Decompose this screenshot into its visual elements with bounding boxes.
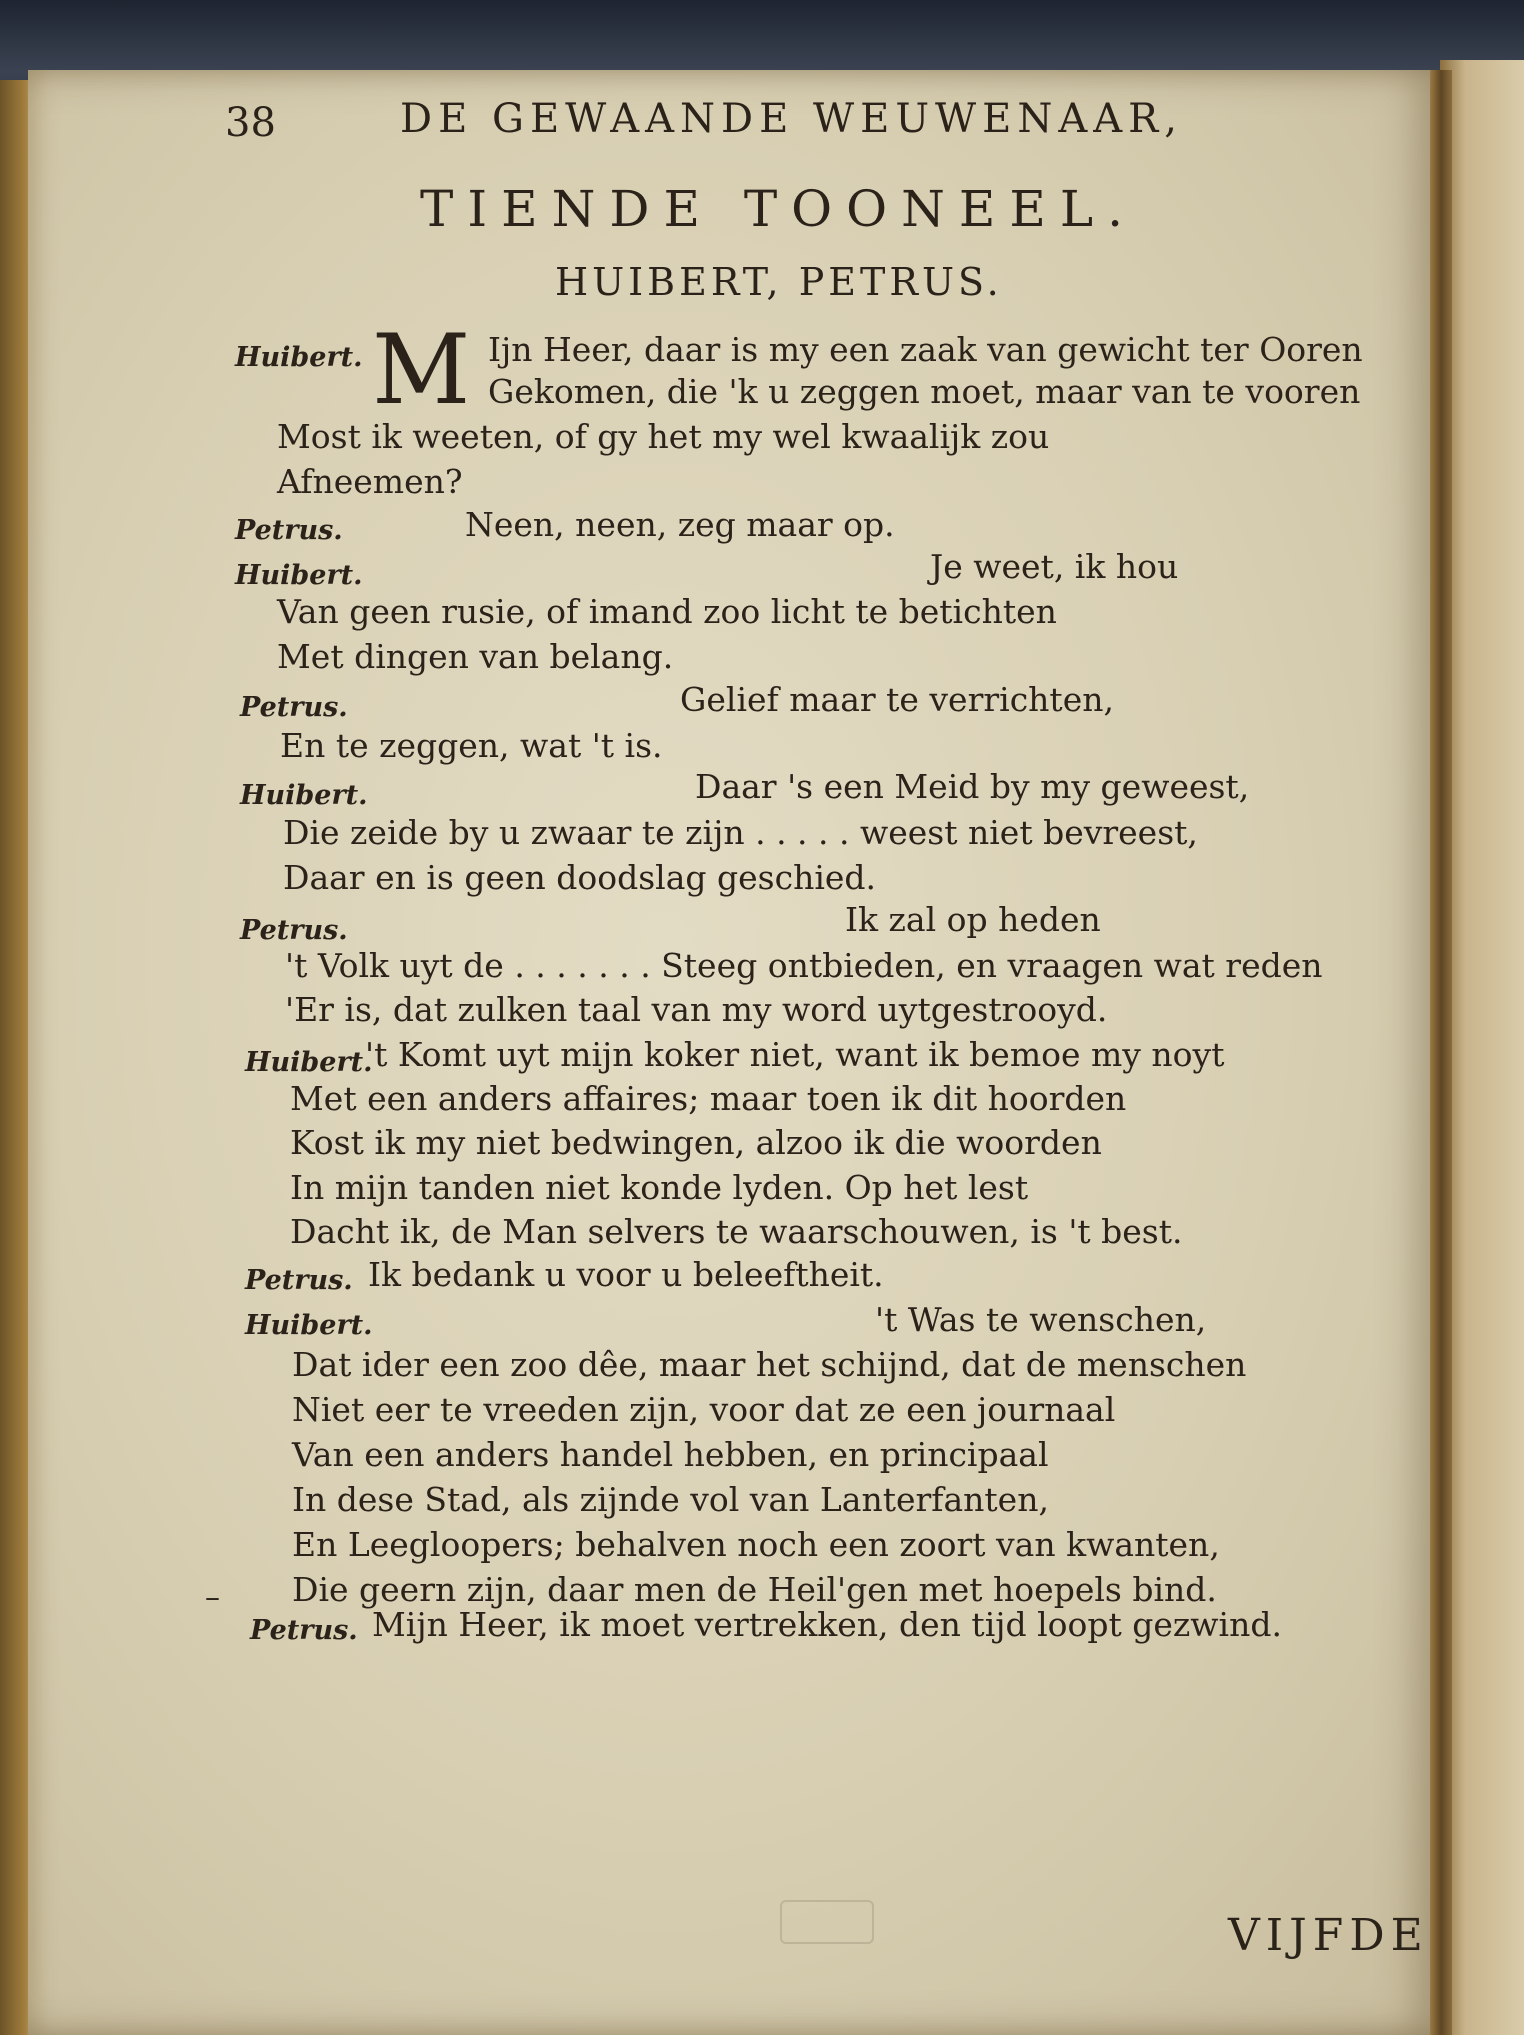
verse-line: Niet eer te vreeden zijn, voor dat ze een journaal <box>292 1390 1116 1429</box>
verse-line: Die zeide by u zwaar te zijn . . . . . weest niet bevreest, <box>283 813 1198 852</box>
verse-line: Daar 's een Meid by my geweest, <box>695 767 1250 806</box>
speaker-label: Petrus. <box>240 915 348 946</box>
catchword: VIJFDE <box>1228 1910 1429 1961</box>
drop-cap: M <box>372 314 471 426</box>
book-gutter <box>1430 70 1452 2035</box>
verse-line: Met dingen van belang. <box>277 637 674 676</box>
verse-line: Most ik weeten, of gy het my wel kwaalijk zou <box>277 417 1050 456</box>
facing-page-edge <box>1440 60 1524 2035</box>
verse-line: En Leegloopers; behalven noch een zoort van kwanten, <box>292 1525 1220 1564</box>
speaker-label: Huibert. <box>245 1047 373 1078</box>
verse-line: Gekomen, die 'k u zeggen moet, maar van te vooren <box>488 372 1361 411</box>
margin-dash: – <box>205 1580 220 1615</box>
verse-line: 'Er is, dat zulken taal van my word uytgestrooyd. <box>285 990 1108 1029</box>
faint-stamp <box>780 1900 874 1944</box>
verse-line: In dese Stad, als zijnde vol van Lanterfanten, <box>292 1480 1049 1519</box>
speaker-label: Petrus. <box>240 692 348 723</box>
verse-line: Ik zal op heden <box>845 900 1101 939</box>
speaker-label: Huibert. <box>235 342 363 373</box>
scene-characters: HUIBERT, PETRUS. <box>555 260 1003 304</box>
verse-line: Van een anders handel hebben, en principaal <box>292 1435 1049 1474</box>
verse-line: 't Was te wenschen, <box>875 1300 1207 1339</box>
verse-line: Van geen rusie, of imand zoo licht te betichten <box>277 592 1057 631</box>
verse-line: Kost ik my niet bedwingen, alzoo ik die woorden <box>290 1123 1102 1162</box>
verse-line: Met een anders affaires; maar toen ik dit hoorden <box>290 1079 1127 1118</box>
verse-line: Ik bedank u voor u beleeftheit. <box>368 1255 884 1294</box>
verse-line: In mijn tanden niet konde lyden. Op het lest <box>290 1168 1029 1207</box>
verse-line: Neen, neen, zeg maar op. <box>465 505 895 544</box>
verse-line: 't Volk uyt de . . . . . . . Steeg ontbieden, en vraagen wat reden <box>285 946 1323 985</box>
page-number: 38 <box>225 100 276 146</box>
verse-line: Gelief maar te verrichten, <box>680 680 1114 719</box>
scene-title: TIENDE TOONEEL. <box>420 180 1138 238</box>
verse-line: Je weet, ik hou <box>930 547 1179 586</box>
speaker-label: Petrus. <box>250 1615 358 1646</box>
verse-line: Dacht ik, de Man selvers te waarschouwen, is 't best. <box>290 1212 1183 1251</box>
verse-line: Die geern zijn, daar men de Heil'gen met hoepels bind. <box>292 1570 1217 1609</box>
verse-line: 't Komt uyt mijn koker niet, want ik bemoe my noyt <box>365 1035 1225 1074</box>
speaker-label: Petrus. <box>245 1265 353 1296</box>
verse-line: Ijn Heer, daar is my een zaak van gewicht ter Ooren <box>488 330 1363 369</box>
speaker-label: Petrus. <box>235 515 343 546</box>
speaker-label: Huibert. <box>240 780 368 811</box>
verse-line: Mijn Heer, ik moet vertrekken, den tijd loopt gezwind. <box>372 1605 1282 1644</box>
verse-line: Daar en is geen doodslag geschied. <box>283 858 877 897</box>
speaker-label: Huibert. <box>245 1310 373 1341</box>
verse-line: Dat ider een zoo dêe, maar het schijnd, dat de menschen <box>292 1345 1247 1384</box>
running-title: DE GEWAANDE WEUWENAAR, <box>400 96 1183 142</box>
verse-line: Afneemen? <box>277 462 463 501</box>
speaker-label: Huibert. <box>235 560 363 591</box>
verse-line: En te zeggen, wat 't is. <box>280 726 663 765</box>
